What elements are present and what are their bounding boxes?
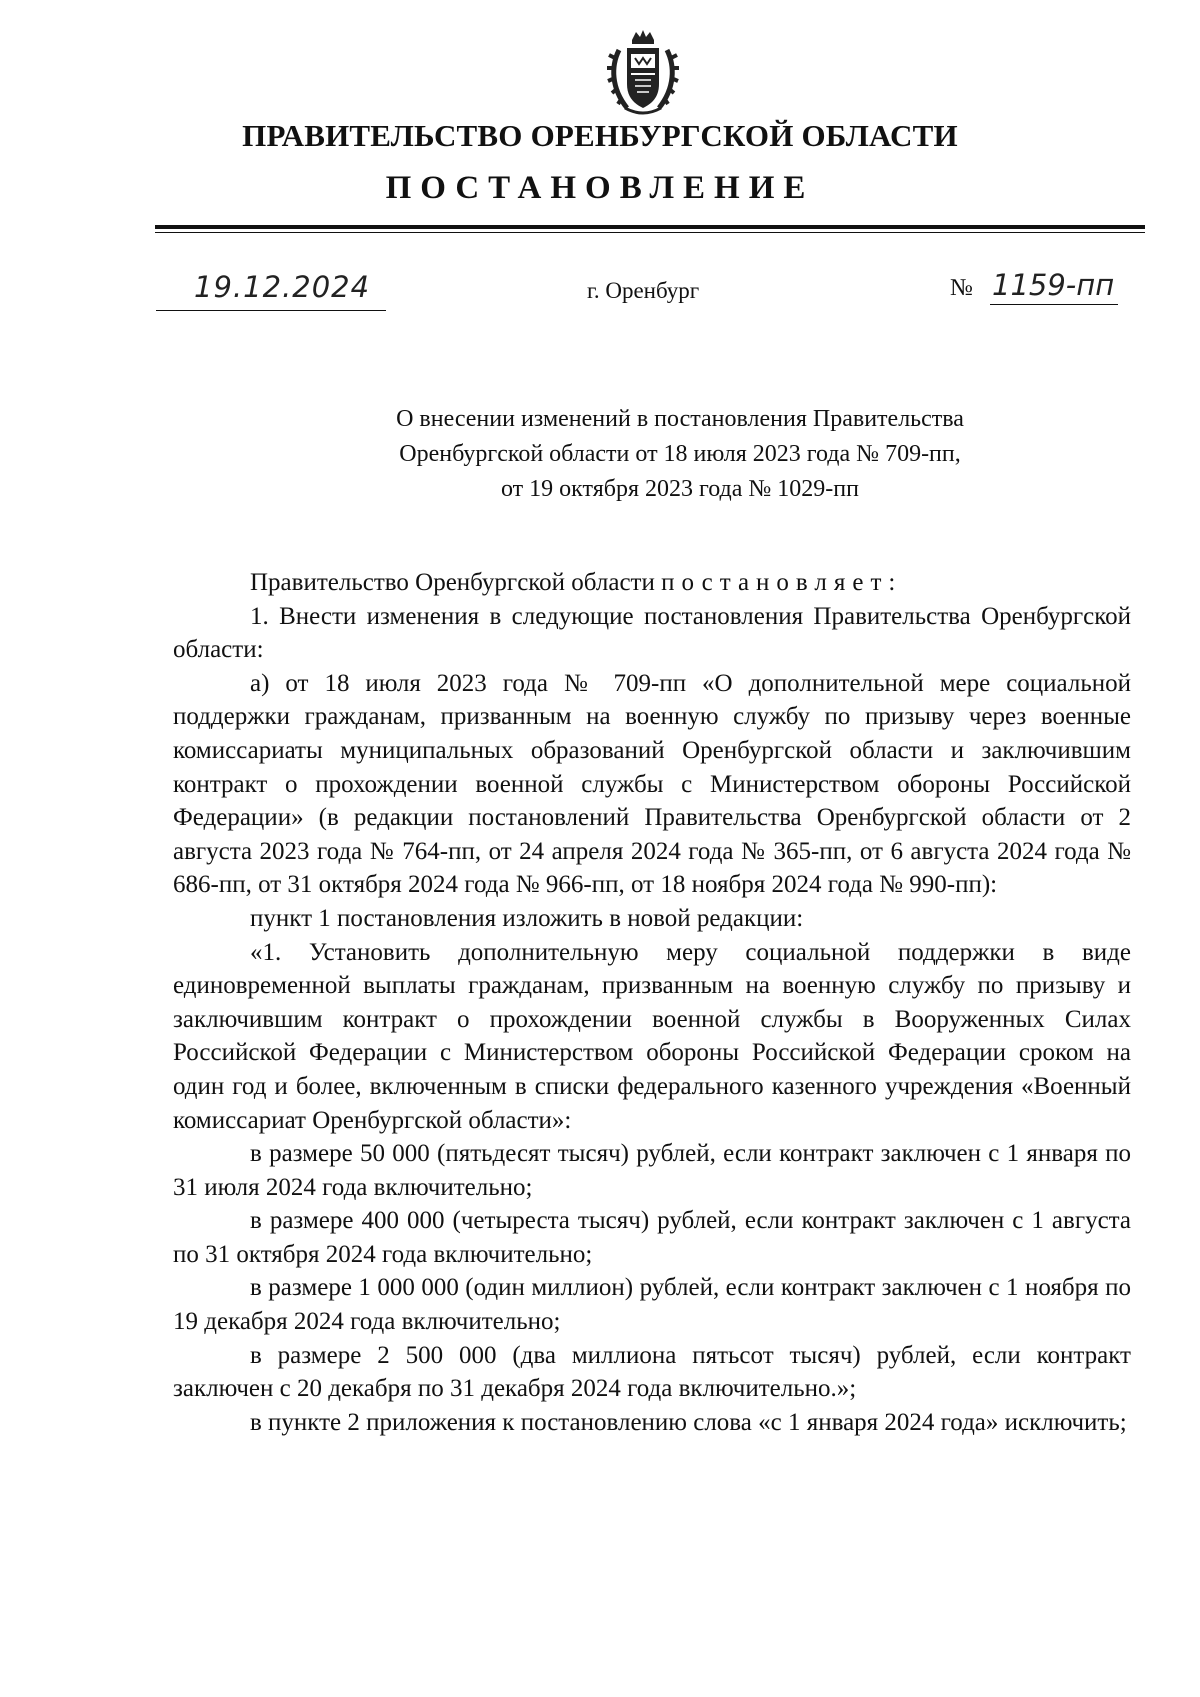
body-paragraph: в размере 2 500 000 (два миллиона пятьсот тысяч) рублей, если контракт заключен с 20 декабря по 31 декабря 2024 года включительно.»; (173, 1341, 1131, 1403)
header-divider-thick (155, 225, 1145, 229)
document-number: 1159-пп (990, 268, 1118, 305)
date-line (156, 270, 386, 311)
subject-line: от 19 октября 2023 года № 1029-пп (501, 476, 859, 502)
number-label: № (950, 275, 973, 301)
document-type: ПОСТАНОВЛЕНИЕ (385, 170, 815, 206)
header-divider-thin (155, 232, 1145, 233)
body-paragraph: пункт 1 постановления изложить в новой редакции: (250, 904, 804, 932)
body-paragraph: в размере 400 000 (четыреста тысяч) рублей, если контракт заключен с 1 августа по 31 октября 2024 года включительно; (173, 1207, 1131, 1268)
document-city: г. Оренбург (587, 278, 700, 303)
body-paragraph: в размере 1 000 000 (один миллион) рублей, если контракт заключен с 1 ноября по 19 декабря 2024 года включительно; (173, 1274, 1131, 1336)
coat-of-arms-icon (605, 28, 681, 116)
body-paragraph: в пункте 2 приложения к постановлению слова «с 1 января 2024 года» исключить; (250, 1408, 1127, 1436)
subject-line: О внесении изменений в постановления Правительства (396, 406, 964, 432)
body-paragraph: в размере 50 000 (пятьдесят тысяч) рублей, если контракт заключен с 1 января по 31 июля 2024 года включительно; (173, 1140, 1131, 1201)
preamble-verb: постановляет: (661, 569, 903, 596)
document-body (173, 566, 1131, 1439)
document-date: 19.12.2024 (194, 270, 371, 304)
subject-line: Оренбургской области от 18 июля 2023 года № 709-пп, (399, 441, 961, 467)
body-paragraph: а) от 18 июля 2023 года № 709-пп «О дополнительной мере социальной поддержки гражданам, призванным на военную службу по призыву через военные комиссариаты муниципальных образований Оренбургской области и заключившим контракт о прохождении военной службы с Министерством обороны Российской Федерации» (в редакции постановлений Правительства Оренбургской области от 2 августа 2023 года № 764-пп, от 24 апреля 2024 года № 365-пп, от 6 августа 2024 года № 686-пп, от 31 октября 2024 года № 966-пп, от 18 ноября 2024 года № 990-пп): (173, 669, 1131, 899)
body-paragraph: 1. Внести изменения в следующие постановления Правительства Оренбургской области: (173, 602, 1131, 664)
preamble (173, 566, 1131, 600)
document-subject (300, 402, 1060, 507)
organization-title: ПРАВИТЕЛЬСТВО ОРЕНБУРГСКОЙ ОБЛАСТИ (242, 118, 958, 153)
preamble-text: Правительство Оренбургской области (250, 569, 655, 596)
body-paragraph: «1. Установить дополнительную меру социальной поддержки в виде единовременной выплаты гражданам, призванным на военную службу по призыву и заключившим контракт о прохождении военной службы в Вооруженных Силах Российской Федерации с Министерством обороны Российской Федерации сроком на один год и более, включенным в списки федерального казенного учреждения «Военный комиссариат Оренбургской области»: (173, 938, 1131, 1134)
